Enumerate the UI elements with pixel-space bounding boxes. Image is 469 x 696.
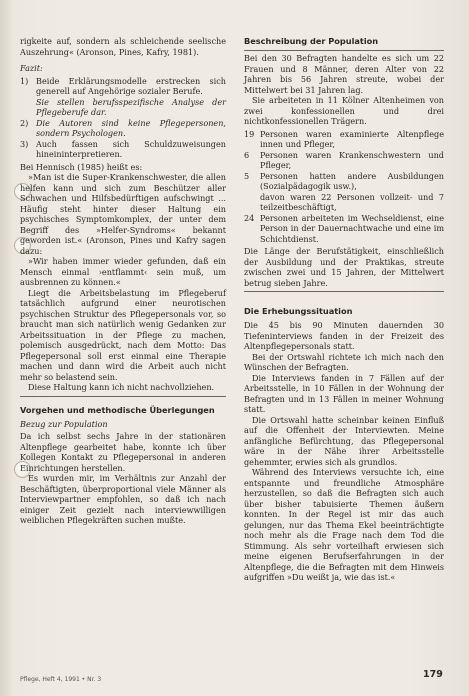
population-list [244,129,444,245]
subsection-heading: Bezug zur Population [20,418,108,429]
body-paragraph: Die Interviews fanden in 7 Fällen auf der Arbeitsstelle, in 10 Fällen in der Wohnung der Befragten und in 13 Fällen in meiner Wohnung statt. [244,372,444,414]
list-item [20,118,226,139]
list-item-text: davon waren 22 Personen vollzeit- und 7 teilzeitbeschäftigt, [260,191,444,212]
section-heading: Die Erhebungssituation [244,306,353,316]
body-paragraph: Es wurden mir, im Verhältnis zur Anzahl der Beschäftigten, überproportional viele Männer als Interviewpartner empfohlen, so daß ich nach einiger Zeit gezielt nach interviewwilligen weiblichen Pflegekräften suchen mußte. [20,473,226,525]
body-paragraph: Diese Haltung kann ich nicht nachvollziehen. [28,382,215,392]
fazit-list [20,76,226,160]
list-item-text: Die Autoren sind keine Pflegepersonen, sondern Psychologen. [36,117,226,138]
quote-paragraph: »Man ist die Super-Krankenschwester, die allen helfen kann und sich zum Beschützer aller Schwachen und Hilfsbedürftigen aufschwingt ... Häufig steht hinter dieser Haltung ein psychisches Symptomkomplex, der unter dem Begriff des »Helfer-Syndroms« bekannt geworden ist.« (Aronson, Pines und Kafry sagen dazu: [20,172,226,256]
list-item-text: Personen waren examinierte Altenpflege innen und Pfleger, [260,128,444,149]
body-paragraph: Bei der Ortswahl richtete ich mich nach den Wünschen der Befragten. [244,351,444,372]
page-number: 179 [423,669,443,680]
section-divider [244,50,444,51]
list-item-text: Auch fassen sich Schuldzuweisungen hineininterpretieren. [36,138,226,159]
list-item-number [20,97,36,118]
list-item [244,129,444,150]
body-paragraph: Die Ortswahl hatte scheinbar keinen Einfluß auf die Offenheit der Interviewten. Meine anfängliche Befürchtung, das Pflegepersonal wäre in der Nähe ihrer Arbeitsstelle gehemmter, erwies sich als grundlos. [244,414,444,467]
fazit-label: Fazit: [20,63,43,73]
list-item [244,171,444,192]
list-item [20,139,226,160]
list-item-text: Personen arbeiteten im Wechseldienst, eine Person in der Dauernachtwache und eine im Schichtdienst. [260,212,444,244]
list-item [244,213,444,245]
schmidbauer-lead: Bei Hennisch (1985) heißt es: [20,161,143,172]
body-paragraph: Sie arbeiteten in 11 Kölner Altenheimen von zwei konfessionellen und drei nichtkonfessionellen Trägern. [244,95,444,126]
list-item-number: 5 [244,170,250,181]
body-paragraph: Da ich selbst sechs Jahre in der stationären Altenpflege gearbeitet habe, konnte ich über Kollegen Kontakt zu Pflegepersonal in anderen Einrichtungen herstellen. [20,431,226,473]
right-column [244,36,444,583]
list-item [20,76,226,97]
section-heading: Beschreibung der Population [244,36,379,46]
body-paragraph: Bei den 30 Befragten handelte es sich um 22 Frauen und 8 Männer, deren Alter von 22 Jahren bis 56 Jahren streute, wobei der Mittelwert bei 31 Jahren lag. [244,53,444,95]
body-paragraph: Liegt die Arbeitsbelastung im Pflegeberuf tatsächlich aufgrund einer neurotischen psychischen Struktur des Pflegepersonals vor, so braucht man sich natürlich wenig Gedanken zur Arbeitssituation in der Pflege zu machen, polemisch ausgedrückt, nach dem Motto: Das Pflegepersonal soll erst einmal eine Therapie machen und dann wird die Arbeit auch nicht mehr so belastend sein. [20,287,226,382]
list-item-number: 6 [244,149,250,160]
list-item [20,97,226,118]
list-item-number: 1) [20,75,29,86]
body-paragraph: Die 45 bis 90 Minuten dauernden 30 Tiefeninterviews fanden in der Freizeit des Altenpflegepersonals statt. [244,320,444,351]
list-item-number: 24 [244,212,255,223]
left-column [20,36,226,526]
list-item-number: 3) [20,138,29,149]
section-heading: Vorgehen und methodische Überlegungen [20,404,215,415]
list-item-text: Personen waren Krankenschwestern und Pfleger, [260,149,444,170]
body-paragraph: Die Länge der Berufstätigkeit, einschließlich der Ausbildung und der Praktikas, streute zwischen zwei und 15 Jahren, der Mittelwert betrug sieben Jahre. [244,246,444,288]
journal-footer: Pflege, Heft 4, 1991 • Nr. 3 [20,676,102,683]
list-item-text: Beide Erklärungsmodelle erstrecken sich generell auf Angehörige sozialer Berufe. [36,75,226,96]
body-paragraph: Während des Interviews versuchte ich, eine entspannte und freundliche Atmosphäre herzustellen, so daß die Befragten sich auch über bisher tabuisierte Themen äußern konnten. In der Regel ist mir das auch gelungen, nur das Thema Ekel beeinträchtigte noch mehr als die Frage nach dem Tod die Stimmung. Als sehr vorteilhaft erwiesen sich meine eigenen Berufserfahrungen in der Altenpflege, die die Befragten mit dem Hinweis aufgriffen »Du weißt ja, wie das ist.« [244,467,444,582]
list-item-text: Sie stellen berufsspezifische Analyse der Pflegeberufe dar. [36,96,226,117]
left-intro-paragraph: rigkeite auf, sondern als schleichende seelische Auszehrung« (Aronson, Pines, Kafry, 1981). [20,36,226,57]
list-item-number: 2) [20,117,29,128]
list-item [244,192,444,213]
section-divider [20,396,226,397]
list-item-number: 19 [244,128,255,139]
section-divider [244,291,444,292]
quote-paragraph: »Wir haben immer wieder gefunden, daß ein Mensch einmal ›entflammt‹ sein muß, um ausbrennen zu können.« [20,256,226,287]
list-item-text: Personen hatten andere Ausbildungen (Sozialpädagogik usw.), [260,170,444,191]
list-item [244,150,444,171]
list-item-number [244,192,260,213]
